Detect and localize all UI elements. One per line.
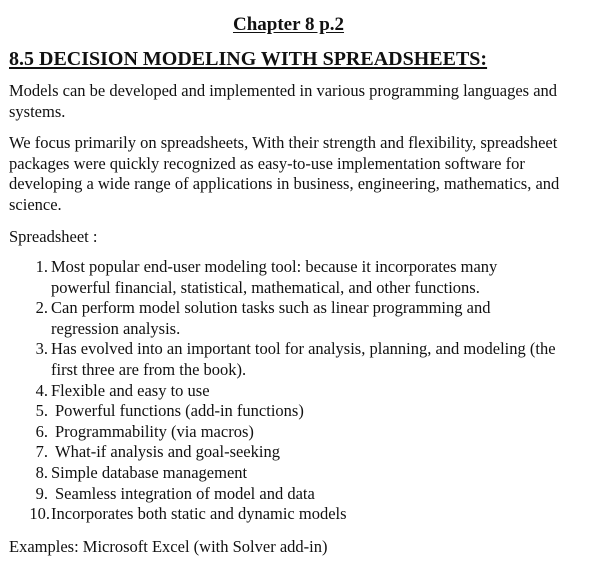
- feature-list: [0, 257, 600, 525]
- list-item-text: Seamless integration of model and data: [55, 483, 315, 503]
- section-heading: 8.5 DECISION MODELING WITH SPREADSHEETS:: [9, 48, 488, 70]
- list-item: [0, 381, 600, 402]
- list-item: [0, 339, 600, 380]
- list-item-number: 7.: [35, 442, 48, 462]
- list-item: [0, 442, 600, 463]
- list-item-number: 8.: [35, 462, 48, 482]
- list-item-text: Powerful functions (add-in functions): [55, 401, 304, 421]
- list-label: Spreadsheet :: [9, 227, 98, 246]
- intro-paragraph: Models can be developed and implemented in various programming languages and systems.: [9, 81, 558, 121]
- list-item-number: 5.: [35, 401, 48, 421]
- list-item: [0, 298, 600, 339]
- list-item: [0, 257, 600, 298]
- list-item: [0, 422, 600, 443]
- list-item-text: Simple database management: [51, 462, 248, 482]
- list-item: [0, 504, 600, 525]
- list-item-number: 10.: [29, 504, 50, 524]
- list-item-text: Most popular end-user modeling tool: because it incorporates many powerful financial, statistical, mathematical, and other functions.: [51, 257, 498, 297]
- list-item-number: 4.: [35, 380, 48, 400]
- list-item-number: 9.: [35, 483, 48, 503]
- list-item: [0, 401, 600, 422]
- list-item-number: 1.: [35, 257, 48, 276]
- list-item: [0, 463, 600, 484]
- list-item-number: 6.: [35, 421, 48, 441]
- list-item-text: What-if analysis and goal-seeking: [55, 442, 280, 462]
- list-item-text: Can perform model solution tasks such as linear programming and regression analysis.: [51, 298, 491, 338]
- list-item-text: Programmability (via macros): [55, 421, 254, 441]
- examples-line: Examples: Microsoft Excel (with Solver add-in): [9, 537, 328, 556]
- focus-paragraph: We focus primarily on spreadsheets, With their strength and flexibility, spreadsheet packages were quickly recognized as easy-to-use implementation software for developing a wide range of applications in business, engineering, mathematics, and science.: [9, 133, 560, 214]
- list-item-text: Flexible and easy to use: [51, 380, 210, 400]
- chapter-title: Chapter 8 p.2: [232, 14, 345, 35]
- list-item-text: Incorporates both static and dynamic models: [51, 504, 347, 524]
- list-item-text: Has evolved into an important tool for analysis, planning, and modeling (the first three are from the book).: [51, 339, 556, 379]
- list-item: [0, 484, 600, 505]
- list-item-number: 3.: [35, 339, 48, 359]
- list-item-number: 2.: [35, 298, 48, 318]
